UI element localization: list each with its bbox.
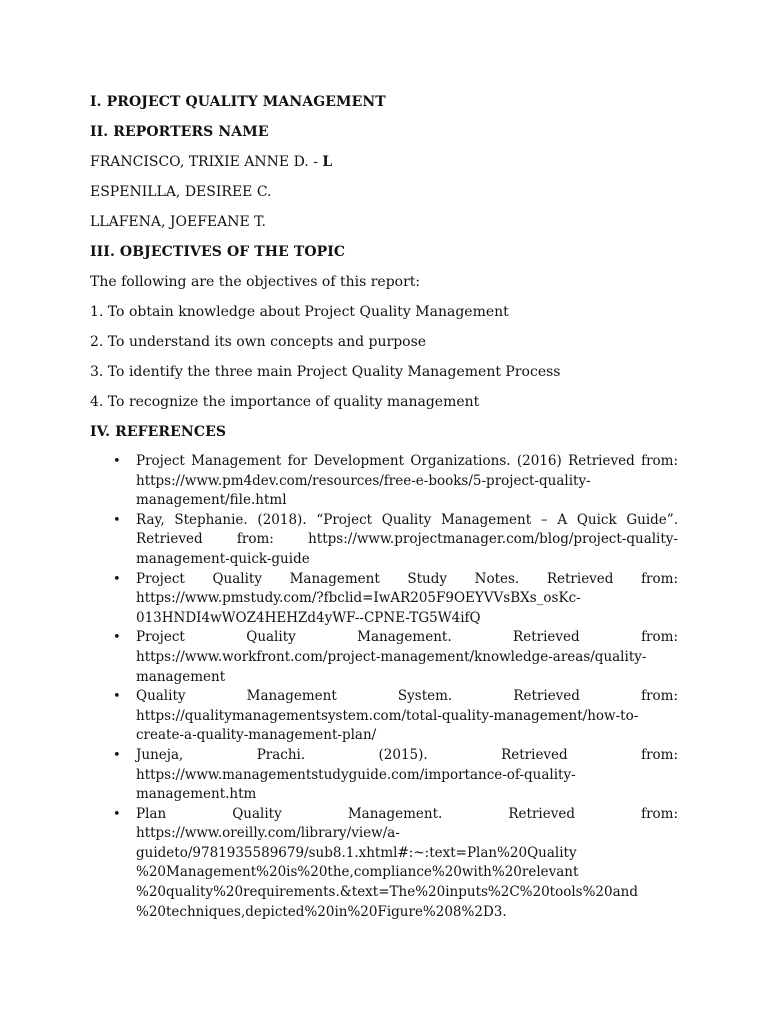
reporter-name xyxy=(90,212,678,232)
section-heading-reporters: II. REPORTERS NAME xyxy=(90,124,269,140)
objective-item: 2. To understand its own concepts and purpose xyxy=(90,334,427,350)
document-page xyxy=(90,92,678,922)
reference-item xyxy=(90,628,678,687)
references-list xyxy=(90,452,678,922)
reference-text: Plan Quality Management. Retrieved from: https://www.oreilly.com/library/view/a-guideto/9781935589679/sub8.1.xhtml#:~:text=Plan%20Quality %20Management%20is%20the,compliance%20with%20relevant %20quality%20requirements.&text=The%20inputs%2C%20tools%20and %20techniques,depicted%20in%20Figure%208%2D3. xyxy=(136,805,678,920)
reference-text: Project Quality Management. Retrieved from: https://www.workfront.com/project-management/knowledge-areas/quality-management xyxy=(136,629,678,685)
section-heading-references: IV. REFERENCES xyxy=(90,424,227,440)
reporter-name xyxy=(90,152,678,172)
reference-item xyxy=(90,570,678,629)
reference-text: Juneja, Prachi. (2015). Retrieved from: https://www.managementstudyguide.com/importance-of-quality-management.htm xyxy=(136,746,678,803)
reference-item xyxy=(90,452,678,511)
section-heading-objectives: III. OBJECTIVES OF THE TOPIC xyxy=(90,244,346,260)
reporter-role-tag: L xyxy=(322,154,333,170)
reference-item xyxy=(90,746,678,805)
reference-item xyxy=(90,511,678,570)
bullet-icon: • xyxy=(113,630,121,646)
reference-item xyxy=(90,805,678,923)
objective-item: 4. To recognize the importance of quality management xyxy=(90,394,480,410)
section-heading-title: I. PROJECT QUALITY MANAGEMENT xyxy=(90,94,386,110)
reference-text: Ray, Stephanie. (2018). “Project Quality Management – A Quick Guide”. Retrieved from: https://www.projectmanager.com/blog/project-quality-management-quick-guide xyxy=(136,511,678,567)
bullet-icon: • xyxy=(113,689,121,705)
reporter-name-text: LLAFENA, JOEFEANE T. xyxy=(90,214,266,230)
bullet-icon: • xyxy=(113,806,121,822)
bullet-icon: • xyxy=(113,454,121,469)
objectives-intro: The following are the objectives of this report: xyxy=(90,274,421,290)
reference-text: Project Management for Development Organizations. (2016) Retrieved from: https://www.pm4dev.com/resources/free-e-books/5-project-quality-management/file.html xyxy=(136,453,678,509)
bullet-icon: • xyxy=(113,747,121,763)
reference-text: Project Quality Management Study Notes. Retrieved from: https://www.pmstudy.com/?fbclid=IwAR205F9OEYVVsBXs_osKc-013HNDI4wWOZ4HEHZd4yWF--CPNE-TG5W4ifQ xyxy=(136,570,678,626)
reference-text: Quality Management System. Retrieved from: https://qualitymanagementsystem.com/total-quality-management/how-to-create-a-quality-management-plan/ xyxy=(136,688,678,744)
objective-item: 3. To identify the three main Project Quality Management Process xyxy=(90,364,561,380)
objective-item: 1. To obtain knowledge about Project Quality Management xyxy=(90,304,509,320)
reporter-name-text: FRANCISCO, TRIXIE ANNE D. - xyxy=(90,154,323,170)
reporter-name-text: ESPENILLA, DESIREE C. xyxy=(90,184,272,200)
bullet-icon: • xyxy=(113,512,121,528)
reporter-name xyxy=(90,182,678,202)
bullet-icon: • xyxy=(113,571,121,587)
reference-item xyxy=(90,687,678,746)
